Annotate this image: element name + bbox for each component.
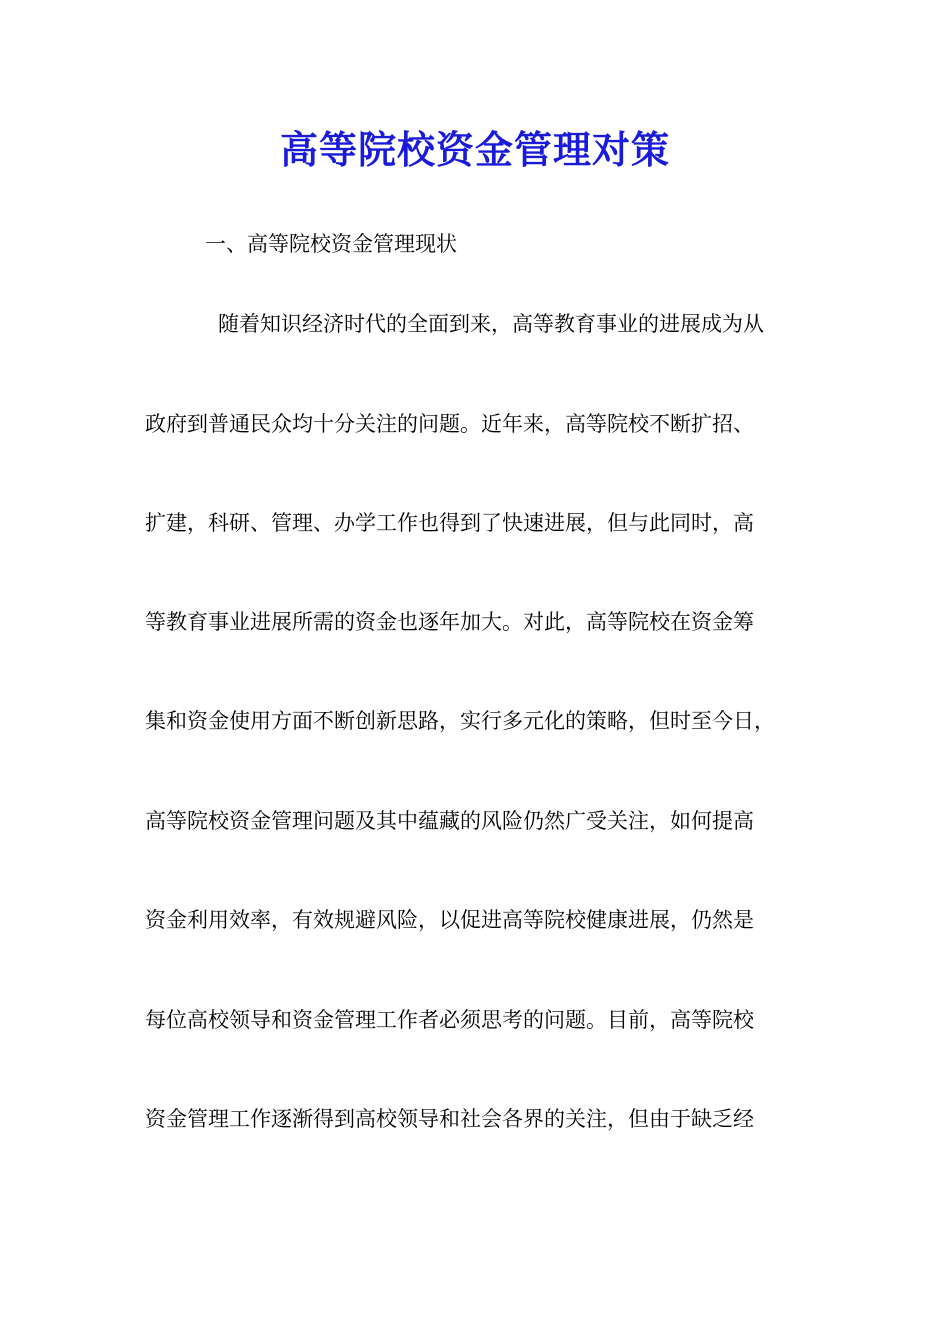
- paragraph-line: 等教育事业进展所需的资金也逐年加大。对此，高等院校在资金筹: [145, 610, 754, 634]
- paragraph-line: 政府到普通民众均十分关注的问题。近年来，高等院校不断扩招、: [145, 412, 754, 436]
- paragraph-line: 高等院校资金管理问题及其中蕴藏的风险仍然广受关注，如何提高: [145, 809, 754, 833]
- section-heading: 一、高等院校资金管理现状: [205, 232, 457, 256]
- paragraph-line: 扩建，科研、管理、办学工作也得到了快速进展，但与此同时，高: [145, 511, 754, 535]
- paragraph-line: 每位高校领导和资金管理工作者必须思考的问题。目前，高等院校: [145, 1008, 754, 1032]
- paragraph-line: 资金利用效率，有效规避风险，以促进高等院校健康进展，仍然是: [145, 908, 754, 932]
- paragraph-line: 资金管理工作逐渐得到高校领导和社会各界的关注，但由于缺乏经: [145, 1107, 754, 1131]
- paragraph-line: 随着知识经济时代的全面到来，高等教育事业的进展成为从: [218, 312, 764, 336]
- paragraph-line: 集和资金使用方面不断创新思路，实行多元化的策略，但时至今日，: [145, 709, 775, 733]
- document-title: 高等院校资金管理对策: [279, 127, 670, 172]
